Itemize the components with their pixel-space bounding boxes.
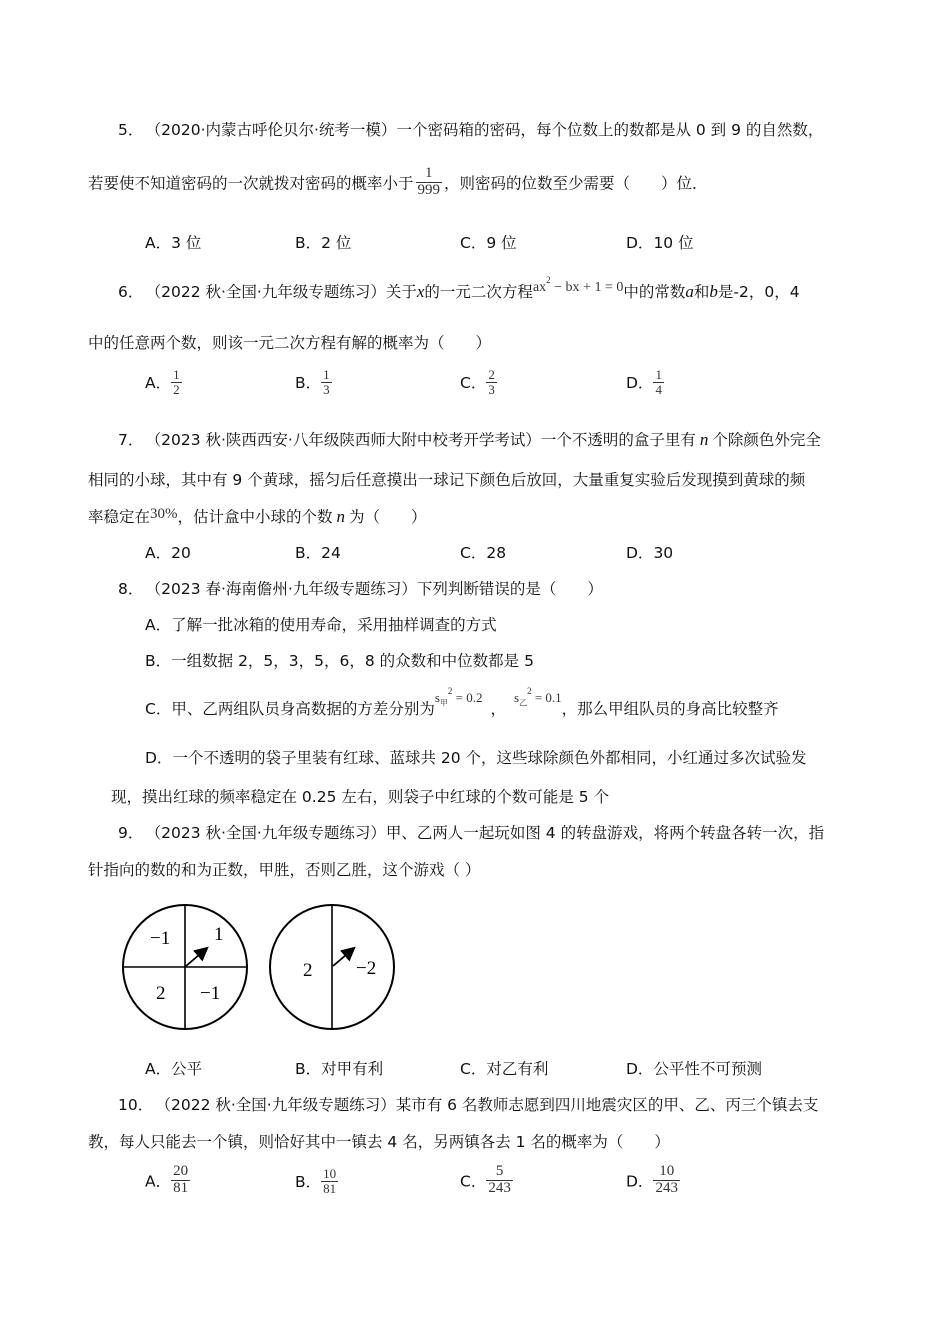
q8-option-d-line2: 现，摸出红球的频率稳定在 0.25 左右，则袋子中红球的个数可能是 5 个 bbox=[111, 788, 610, 806]
q7-option-c bbox=[460, 541, 506, 563]
option-fraction bbox=[171, 368, 182, 396]
option-text: 公平 bbox=[171, 1060, 203, 1078]
frac-num: 2 bbox=[488, 367, 495, 382]
q10-line2: 教，每人只能去一个镇，则恰好其中一镇去 4 名，另两镇各去 1 名的概率为（ ） bbox=[88, 1133, 670, 1151]
q7-number: 7． bbox=[118, 431, 144, 449]
q7-var-n: n bbox=[699, 430, 709, 449]
q6-var-b: b bbox=[709, 282, 718, 301]
q9-option-d bbox=[626, 1057, 762, 1079]
option-text: 28 bbox=[486, 544, 507, 562]
q5-text2b: ，则密码的位数至少需要（ ）位． bbox=[444, 174, 708, 193]
q7-source: （2023 秋·陕西西安·八年级陕西师大附中校考开学考试） bbox=[153, 431, 541, 449]
q7-line2: 相同的小球，其中有 9 个黄球，摇匀后任意摸出一球记下颜色后放回，大量重复实验后发现摸到黄球的频 bbox=[88, 471, 806, 489]
option-text: 甲、乙两组队员身高数据的方差分别为 bbox=[171, 700, 435, 718]
q9-line1 bbox=[118, 821, 824, 843]
option-label: A． bbox=[145, 234, 172, 252]
option-text: 24 bbox=[321, 544, 341, 562]
q7-line1 bbox=[118, 428, 821, 450]
option-label: D． bbox=[145, 749, 173, 767]
q8-option-d-line1 bbox=[145, 746, 807, 768]
q6-option-c bbox=[460, 368, 497, 396]
option-fraction bbox=[653, 1164, 680, 1197]
option-label: A． bbox=[145, 616, 172, 634]
q7-option-b bbox=[295, 541, 341, 563]
option-text: 30 bbox=[653, 544, 674, 562]
q5-source: （2020·内蒙古呼伦贝尔·统考一模） bbox=[153, 121, 397, 139]
q6-eq-rest: − bx + 1 = 0 bbox=[550, 280, 624, 295]
frac-den: 2 bbox=[173, 381, 180, 397]
q8-variance-2 bbox=[514, 686, 562, 708]
q9-option-b bbox=[295, 1057, 383, 1079]
q7-line3c: 为（ ） bbox=[349, 508, 427, 526]
option-text: 9 位 bbox=[486, 234, 517, 252]
option-fraction bbox=[653, 368, 664, 396]
option-text: 10 位 bbox=[653, 234, 694, 252]
q6-post2: 是-2，0，4 bbox=[717, 283, 800, 301]
frac-den: 4 bbox=[655, 381, 662, 397]
option-label: B． bbox=[145, 652, 172, 670]
q10-option-d bbox=[626, 1164, 680, 1197]
frac-den: 81 bbox=[323, 1180, 337, 1196]
q9-number: 9． bbox=[118, 824, 144, 842]
option-label: C． bbox=[460, 1172, 487, 1191]
q9-option-c bbox=[460, 1057, 548, 1079]
option-text: 了解一批冰箱的使用寿命，采用抽样调查的方式 bbox=[171, 616, 497, 634]
spinner-pointer-2 bbox=[333, 949, 353, 966]
option-label: A． bbox=[145, 544, 172, 562]
option-fraction bbox=[486, 1164, 513, 1197]
q10-option-c bbox=[460, 1164, 513, 1197]
option-text: 一组数据 2，5，3，5，6，8 的众数和中位数都是 5 bbox=[171, 652, 534, 670]
q5-option-b bbox=[295, 231, 351, 253]
option-label: C． bbox=[460, 1060, 487, 1078]
option-text: 2 位 bbox=[321, 234, 352, 252]
q6-option-a bbox=[145, 368, 182, 396]
q7-percent: 30% bbox=[150, 506, 178, 522]
q6-post1: 中的常数 bbox=[623, 283, 686, 301]
s-val: = 0.2 bbox=[452, 690, 483, 705]
option-label: A． bbox=[145, 374, 172, 393]
frac-num: 20 bbox=[173, 1163, 189, 1179]
option-label: D． bbox=[626, 1172, 654, 1191]
s-val: = 0.1 bbox=[531, 690, 562, 705]
wheel1-sector-tr: 1 bbox=[214, 924, 224, 945]
frac-num: 1 bbox=[173, 367, 180, 382]
q8-option-c bbox=[145, 686, 779, 721]
q5-line2 bbox=[88, 166, 708, 199]
wheel1-sector-bl: 2 bbox=[156, 983, 166, 1004]
wheel2-sector-right: −2 bbox=[356, 958, 377, 979]
option-text-2: ，那么甲组队员的身高比较整齐 bbox=[561, 700, 779, 718]
q10-line1 bbox=[118, 1093, 818, 1115]
q9-text1: 甲、乙两人一起玩如图 4 的转盘游戏，将两个转盘各转一次，指 bbox=[385, 824, 825, 842]
option-text: 对乙有利 bbox=[486, 1060, 549, 1078]
frac-den: 81 bbox=[173, 1179, 189, 1196]
option-text: 公平性不可预测 bbox=[653, 1060, 762, 1078]
q6-var-x: x bbox=[416, 282, 425, 301]
option-label: A． bbox=[145, 1060, 172, 1078]
wheel1-sector-br: −1 bbox=[200, 983, 221, 1004]
q7-option-a bbox=[145, 541, 191, 563]
q6-line2: 中的任意两个数，则该一元二次方程有解的概率为（ ） bbox=[88, 334, 492, 352]
comma: ， bbox=[490, 700, 507, 718]
frac-num: 1 bbox=[323, 367, 330, 382]
q7-option-d bbox=[626, 541, 673, 563]
frac-num: 5 bbox=[495, 1163, 504, 1179]
q6-var-a: a bbox=[685, 282, 694, 301]
q5-frac-den: 999 bbox=[417, 181, 441, 198]
option-label: C． bbox=[460, 544, 487, 562]
option-label: C． bbox=[460, 234, 487, 252]
option-label: B． bbox=[295, 234, 322, 252]
q5-text1: 一个密码箱的密码，每个位数上的数都是从 0 到 9 的自然数， bbox=[396, 121, 824, 139]
option-label: C． bbox=[460, 374, 487, 393]
option-label: C． bbox=[145, 700, 172, 718]
option-fraction bbox=[486, 368, 497, 396]
q6-source: （2022 秋·全国·九年级专题练习） bbox=[153, 283, 386, 301]
s-sq: 2 bbox=[447, 686, 453, 696]
q6-eq-sq: 2 bbox=[546, 275, 551, 285]
option-label: D． bbox=[626, 1060, 654, 1078]
option-label: D． bbox=[626, 374, 654, 393]
wheel1-sector-tl: −1 bbox=[150, 928, 171, 949]
spinner-wheel-1 bbox=[123, 905, 247, 1029]
q6-line1 bbox=[118, 275, 800, 302]
s-sq: 2 bbox=[527, 686, 532, 696]
q7-line3b: ，估计盒中小球的个数 bbox=[177, 508, 333, 526]
option-fraction bbox=[171, 1164, 190, 1197]
q6-eq-a: ax bbox=[532, 280, 547, 295]
q6-number: 6． bbox=[118, 283, 144, 301]
q10-number: 10． bbox=[118, 1096, 154, 1114]
frac-num: 10 bbox=[323, 1166, 337, 1181]
q10-option-b bbox=[295, 1167, 338, 1195]
frac-num: 10 bbox=[659, 1163, 675, 1179]
q6-option-d bbox=[626, 368, 664, 396]
q7-line3 bbox=[88, 505, 427, 527]
frac-den: 243 bbox=[655, 1179, 678, 1196]
spinner-pointer-1 bbox=[186, 949, 206, 966]
frac-num: 1 bbox=[655, 367, 662, 382]
q7-line3a: 率稳定在 bbox=[88, 508, 151, 526]
q5-fraction bbox=[416, 166, 443, 199]
s-var: s bbox=[514, 690, 520, 705]
q5-line1 bbox=[118, 118, 823, 140]
option-text: 20 bbox=[171, 544, 191, 562]
q8-number: 8． bbox=[118, 580, 144, 598]
s-var: s bbox=[434, 690, 440, 705]
q5-option-a bbox=[145, 231, 201, 253]
q6-option-b bbox=[295, 368, 332, 396]
q7-text1b: 个除颜色外完全 bbox=[712, 431, 821, 449]
spinner-wheel-2 bbox=[270, 905, 394, 1029]
s-sub: 甲 bbox=[439, 698, 448, 708]
q6-and: 和 bbox=[693, 283, 710, 301]
s-sub: 乙 bbox=[519, 698, 528, 708]
wheel2-sector-left: 2 bbox=[303, 960, 313, 981]
q5-frac-num: 1 bbox=[425, 165, 433, 181]
q6-equation bbox=[532, 275, 624, 295]
option-fraction bbox=[321, 1167, 338, 1195]
option-text: 一个不透明的袋子里装有红球、蓝球共 20 个，这些球除颜色外都相同，小红通过多次试验发 bbox=[172, 749, 807, 767]
frac-den: 3 bbox=[488, 381, 495, 397]
q5-option-c bbox=[460, 231, 517, 253]
option-label: B． bbox=[295, 374, 322, 393]
q5-option-d bbox=[626, 231, 694, 253]
q9-option-a bbox=[145, 1057, 202, 1079]
q10-text1: 某市有 6 名教师志愿到四川地震灾区的甲、乙、丙三个镇去支 bbox=[395, 1096, 819, 1114]
option-label: A． bbox=[145, 1172, 172, 1191]
option-fraction bbox=[321, 368, 332, 396]
q6-mid: 的一元二次方程 bbox=[424, 283, 533, 301]
q10-source: （2022 秋·全国·九年级专题练习） bbox=[163, 1096, 396, 1114]
q9-line2: 针指向的数的和为正数，甲胜，否则乙胜，这个游戏（ ） bbox=[88, 861, 481, 879]
q8-option-a bbox=[145, 613, 497, 635]
option-text: 对甲有利 bbox=[321, 1060, 384, 1078]
q5-text2a: 若要使不知道密码的一次就拨对密码的概率小于 bbox=[88, 174, 414, 193]
q8-option-b bbox=[145, 649, 534, 671]
q8-line1 bbox=[118, 577, 603, 599]
q8-text: 下列判断错误的是（ ） bbox=[416, 580, 603, 598]
q7-var-n2: n bbox=[336, 507, 346, 526]
option-label: B． bbox=[295, 1173, 322, 1192]
q8-variance-1 bbox=[434, 686, 483, 708]
q9-source: （2023 秋·全国·九年级专题练习） bbox=[153, 824, 386, 842]
option-label: B． bbox=[295, 544, 322, 562]
option-label: D． bbox=[626, 544, 654, 562]
q7-text1a: 一个不透明的盒子里有 bbox=[540, 431, 696, 449]
option-label: D． bbox=[626, 234, 654, 252]
q5-number: 5． bbox=[118, 121, 144, 139]
q8-source: （2023 春·海南儋州·九年级专题练习） bbox=[153, 580, 417, 598]
q6-pre: 关于 bbox=[385, 283, 417, 301]
option-text: 3 位 bbox=[171, 234, 202, 252]
frac-den: 3 bbox=[323, 381, 330, 397]
option-label: B． bbox=[295, 1060, 322, 1078]
frac-den: 243 bbox=[488, 1179, 511, 1196]
spinner-figure bbox=[118, 900, 408, 1040]
q10-option-a bbox=[145, 1164, 190, 1197]
